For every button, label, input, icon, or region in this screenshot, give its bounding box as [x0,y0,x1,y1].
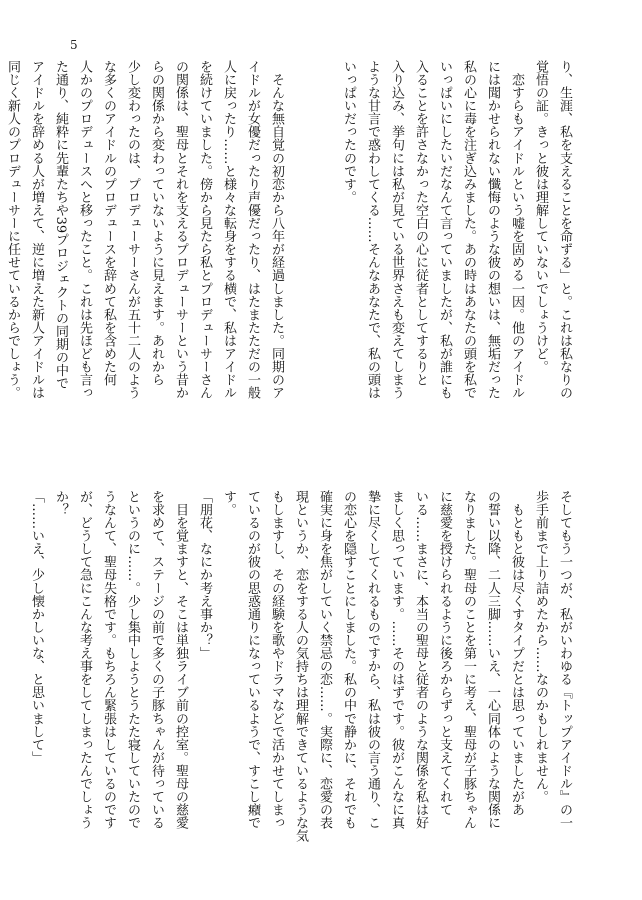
text-line: す。 [221,490,236,517]
text-line: 入り込み、挙句には私が見ている世界さえも変えてしまう [389,60,404,400]
text-line: もしますし、その経験を歌やドラマなどで活かせてしまっ [269,490,284,830]
text-line: か？ [53,490,68,517]
lower-text-block [29,490,576,858]
text-line: もともと彼は尽くすタイプだとは思っていましたがあ [509,490,524,817]
text-line: らの関係から変わっていないように見えます。あれから [149,60,164,387]
text-line: ような甘言で惑わしてくる……そんなあなたで、私の頭は [365,60,380,400]
text-line: 摯に尽くしてくれるものですから、私は彼の言う通り、こ [365,490,380,830]
text-line: の関係は、聖母とそれを支えるプロデューサーという昔か [173,60,188,400]
text-line: 入ることを許さなかった空白の心に従者としてするりと [413,60,428,387]
text-line: そんな無自覚の初恋から八年が経過しました。同期のア [269,60,284,400]
text-line: 同じく新人のプロデューサーに任せているからでしょう。 [5,60,20,400]
text-line: 恋すらもアイドルという嘘を固める一因。他のアイドル [509,60,524,400]
text-line: には聞かせられない懺悔のような彼の想いは、無垢だった [485,60,500,400]
text-line: 覚悟の証。きっと彼は理解していないでしょうけど。 [533,60,548,374]
text-line: というのに……。少し集中しようとうたた寝していたので [125,490,140,830]
text-line: 確実に身を焦がしていく禁忌の恋……。実際に、恋愛の表 [317,490,332,830]
text-line: いっぱいにしたいだなんて言っていましたが、私が誰にも [437,60,452,400]
text-line: が、どうして急にこんな考え事をしてしまったんでしょう [77,490,92,830]
text-line: の誓い以降、二人三脚……いえ、一心同体のような関係に [485,490,500,830]
text-line [312,60,336,473]
text-line: そしてもう一つが、私がいわゆる『トップアイドル』の一 [557,490,572,830]
text-line: に慈愛を授けられるように後ろからずっと支えてくれて [437,490,452,817]
text-line: 私の心に毒を注ぎ込みました。あの時はあなたの頭を私で [461,60,476,400]
text-line: 歩手前まで上り詰めたから……なのかもしれません。 [533,490,548,804]
text-line: た通り、純粋に先輩たちや39プロジェクトの同期の中で [53,60,68,390]
text-line: 現というか、恋をする人の気持ちは理解できているような気 [293,490,308,843]
text-line: 「……いえ、少し懐かしいな、と思いまして」 [29,490,44,765]
text-line [288,60,312,473]
text-line: なりました。聖母のことを第一に考え、聖母が子豚ちゃん [461,490,476,830]
text-line: り、生涯、私を支えることを命ずる」と。これは私なりの [557,60,572,400]
text-line: ましく思っています。……そのはずです。彼がこんなに真 [389,490,404,830]
text-line: うなんて、聖母失格です。もちろん緊張はしているのです [101,490,116,830]
text-line: アイドルを辞める人が増えて、逆に増えた新人アイドルは [29,60,44,400]
text-line: 人かのプロデュースへと移ったこと。これは先ほども言っ [77,60,92,400]
text-line: な多くのアイドルのプロデュースを辞めて私を含めた何 [101,60,116,387]
text-line: 「朋花、なにか考え事か？」 [197,490,212,660]
text-line: 少し変わったのは、プロデューサーさんが五十二人のよう [125,60,140,400]
text-line: いっぱいだったのです。 [341,60,356,204]
text-line: 目を覚ますと、そこは単独ライブ前の控室。聖母の慈愛 [173,490,188,830]
text-line: を求めて、ステージの前で多くの子豚ちゃんが待っている [149,490,164,830]
text-line: を続けていました。傍から見たら私とプロデューサーさん [197,60,212,400]
text-line: の恋心を隠すことにしました。私の中で静かに、それでも [341,490,356,830]
text-line: いる……まさに、本当の聖母と従者のような関係を私は好 [413,490,428,830]
page-number: 5 [70,38,78,52]
text-line: イドルが女優だったり声優だったり、はたまたただの一般 [245,60,260,400]
text-line: 人に戻ったり……と様々な転身をする横で、私はアイドル [221,60,236,400]
upper-text-block [5,60,576,473]
text-line: ているのが彼の思惑通りになっているようで、すこし癪で [245,490,260,830]
